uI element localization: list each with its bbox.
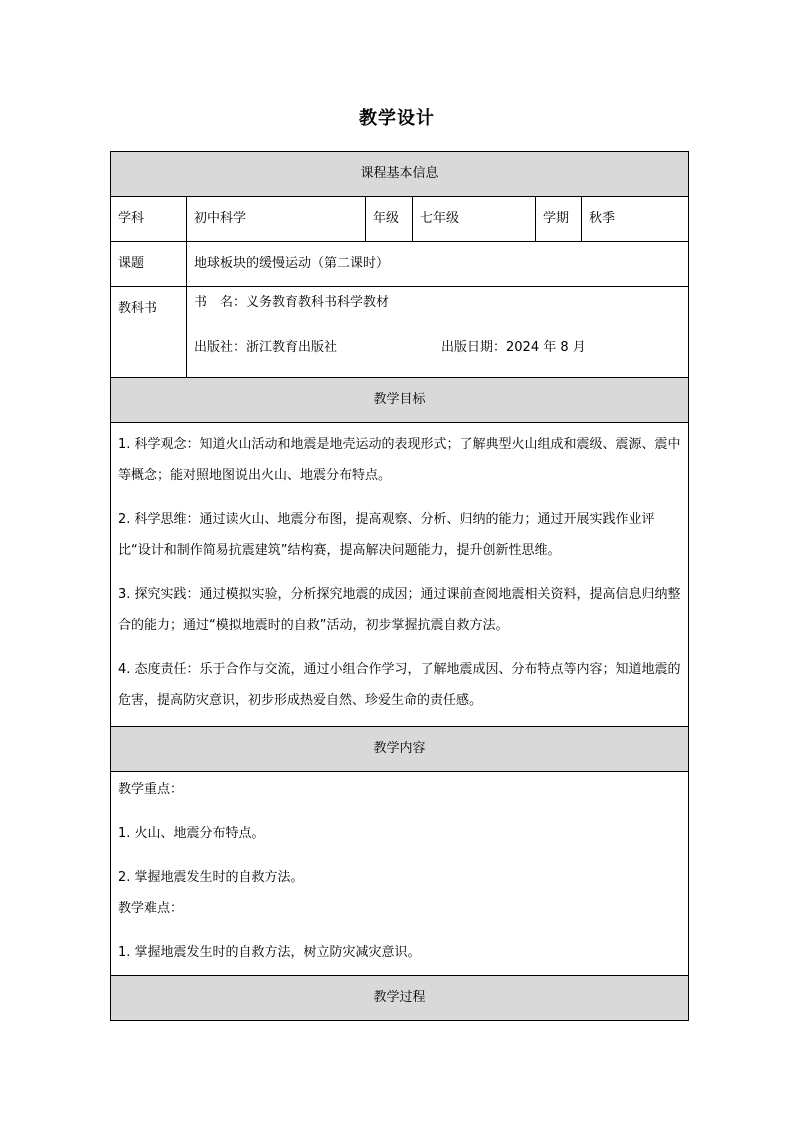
basic-info-header: 课程基本信息 [111,152,689,197]
difficult-point-item: 1. 掌握地震发生时的自救方法，树立防灾减灾意识。 [118,945,421,960]
subject-value: 初中科学 [187,197,366,242]
publisher-line [194,337,681,359]
key-points-label: 教学重点： [118,782,184,797]
objectives-list [111,423,689,727]
key-point-item: 2. 掌握地震发生时的自救方法。 [118,870,304,885]
subject-label: 学科 [111,197,187,242]
book-name: 书 名：义务教育教科书科学教材 [194,295,390,310]
grade-label: 年级 [366,197,413,242]
lesson-plan-table [110,151,689,1021]
objective-item: 2. 科学思维：通过读火山、地震分布图，提高观察、分析、归纳的能力；通过开展实践作业评比“设计和制作简易抗震建筑”结构赛，提高解决问题能力，提升创新性思维。 [118,512,655,558]
objective-item: 4. 态度责任：乐于合作与交流，通过小组合作学习，了解地震成因、分布特点等内容；知道地震的危害，提高防灾意识，初步形成热爱自然、珍爱生命的责任感。 [118,662,681,708]
content-row [111,772,689,976]
textbook-info [187,287,689,378]
topic-label: 课题 [111,242,187,287]
topic-value: 地球板块的缓慢运动（第二课时） [187,242,689,287]
publisher: 出版社：浙江教育出版社 [194,340,338,355]
term-value: 秋季 [582,197,689,242]
process-header-row [111,976,689,1021]
objectives-header-row [111,378,689,423]
content-header-row [111,727,689,772]
textbook-label: 教科书 [111,287,187,378]
objective-item: 3. 探究实践：通过模拟实验，分析探究地震的成因；通过课前查阅地震相关资料，提高信息归纳整合的能力；通过“模拟地震时的自救”活动，初步掌握抗震自救方法。 [118,587,681,633]
basic-info-header-row [111,152,689,197]
objective-item: 1. 科学观念：知道火山活动和地震是地壳运动的表现形式；了解典型火山组成和震级、震源、震中等概念；能对照地图说出火山、地震分布特点。 [118,437,681,483]
content-header: 教学内容 [111,727,689,772]
topic-row [111,242,689,287]
grade-value: 七年级 [413,197,536,242]
term-label: 学期 [536,197,582,242]
objectives-header: 教学目标 [111,378,689,423]
document-title: 教学设计 [359,108,435,129]
key-point-item: 1. 火山、地震分布特点。 [118,826,265,841]
subject-row [111,197,689,242]
textbook-row [111,287,689,378]
content-body [111,772,689,976]
objectives-row [111,423,689,727]
difficult-points-label: 教学难点： [118,901,184,916]
publication-date: 出版日期：2024 年 8 月 [441,340,586,355]
process-header: 教学过程 [111,976,689,1021]
